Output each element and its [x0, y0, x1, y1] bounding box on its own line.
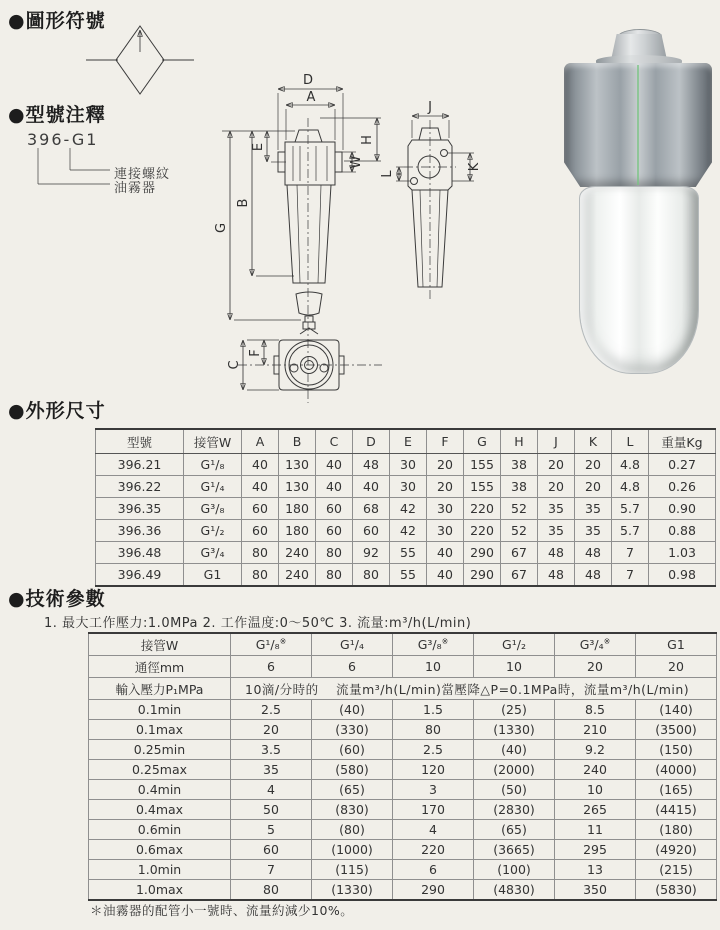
svg-text:W: W [349, 155, 364, 169]
cell: 0.27 [649, 454, 716, 476]
cell: 48 [353, 454, 390, 476]
column-header: A [242, 429, 279, 454]
cell: 7 [231, 860, 312, 880]
cell: 0.98 [649, 564, 716, 587]
cell: 67 [501, 542, 538, 564]
table-row [96, 476, 716, 498]
svg-text:E: E [251, 142, 266, 152]
cell: 10 [555, 780, 636, 800]
table-row [89, 656, 717, 678]
row-header: 396.35 [96, 498, 184, 520]
cell: (40) [474, 740, 555, 760]
product-photo [562, 26, 714, 378]
cell: 5 [231, 820, 312, 840]
parameters-table [88, 632, 717, 901]
cell: (1000) [312, 840, 393, 860]
cell: 52 [501, 520, 538, 542]
cell: (4920) [636, 840, 717, 860]
cell: 38 [501, 476, 538, 498]
cell: 80 [316, 564, 353, 587]
cell: (830) [312, 800, 393, 820]
cell: 48 [538, 542, 575, 564]
cell: 80 [242, 542, 279, 564]
column-header: 接管W [89, 633, 231, 656]
row-header: 0.1max [89, 720, 231, 740]
device-label: 油霧器 [114, 181, 157, 196]
table-row [89, 760, 717, 780]
cell: (2830) [474, 800, 555, 820]
cell: 60 [316, 520, 353, 542]
svg-text:C: C [227, 360, 242, 370]
cell: 40 [242, 476, 279, 498]
row-header: 396.21 [96, 454, 184, 476]
row-header: 396.22 [96, 476, 184, 498]
row-header: 1.0min [89, 860, 231, 880]
cell: 130 [279, 454, 316, 476]
table-row [89, 780, 717, 800]
row-header: 396.49 [96, 564, 184, 587]
svg-text:H: H [360, 135, 375, 145]
cell: 11 [555, 820, 636, 840]
cell: (1330) [312, 880, 393, 901]
operating-conditions-note: 1. 最大工作壓力:1.0MPa 2. 工作温度:0～50℃ 3. 流量:m³/h(L/min) [44, 616, 472, 631]
cell: 60 [353, 520, 390, 542]
section-title-model-notation: ●型號注釋 [8, 104, 106, 126]
cell: 4.8 [612, 454, 649, 476]
cell: 30 [390, 476, 427, 498]
footnote: ＊油霧器的配管小一號時、流量約減少10%。 [90, 903, 354, 918]
cell: 0.26 [649, 476, 716, 498]
table-row [89, 740, 717, 760]
column-header: 接管W [184, 429, 242, 454]
cell: 60 [242, 520, 279, 542]
cell: 40 [427, 564, 464, 587]
cell: 20 [555, 656, 636, 678]
cell: 48 [575, 564, 612, 587]
cell: 240 [555, 760, 636, 780]
cell: 55 [390, 564, 427, 587]
cell: 30 [427, 498, 464, 520]
flow-rate-header: 10滴/分時的 流量m³/h(L/min)當壓降△P=0.1MPa時，流量m³/h(L/min) [231, 678, 717, 700]
cell: 7 [612, 542, 649, 564]
cell: G¹/₄ [184, 476, 242, 498]
cell: 2.5 [393, 740, 474, 760]
cell: (4415) [636, 800, 717, 820]
cell: (65) [474, 820, 555, 840]
thread-size-header: G³/₄※ [555, 633, 636, 656]
cell: (60) [312, 740, 393, 760]
row-header: 0.6min [89, 820, 231, 840]
cell: 220 [464, 498, 501, 520]
cell: (40) [312, 700, 393, 720]
thread-size-header: G1 [636, 633, 717, 656]
cell: 20 [427, 454, 464, 476]
svg-text:J: J [428, 100, 432, 115]
cell: 120 [393, 760, 474, 780]
cell: G1 [184, 564, 242, 587]
svg-text:F: F [248, 349, 263, 357]
table-row [89, 720, 717, 740]
cell: 290 [464, 542, 501, 564]
cell: G³/₄ [184, 542, 242, 564]
table-row [89, 820, 717, 840]
cell: 60 [231, 840, 312, 860]
cell: 80 [242, 564, 279, 587]
photo-sight-line [637, 65, 639, 185]
svg-text:B: B [236, 198, 251, 208]
row-header: 0.6max [89, 840, 231, 860]
cell: G¹/₈ [184, 454, 242, 476]
cell: 8.5 [555, 700, 636, 720]
cell: 130 [279, 476, 316, 498]
table-row [96, 520, 716, 542]
table-row [96, 498, 716, 520]
cell: 0.88 [649, 520, 716, 542]
row-header: 0.4max [89, 800, 231, 820]
cell: 40 [427, 542, 464, 564]
column-header: K [575, 429, 612, 454]
dimension-drawing [210, 55, 510, 405]
table-row [89, 678, 717, 700]
svg-text:A: A [306, 90, 316, 105]
cell: 48 [538, 564, 575, 587]
cell: 180 [279, 520, 316, 542]
cell: 3.5 [231, 740, 312, 760]
cell: 220 [464, 520, 501, 542]
cell: 40 [316, 476, 353, 498]
thread-size-header: G³/₈※ [393, 633, 474, 656]
cell: 2.5 [231, 700, 312, 720]
cell: 35 [575, 498, 612, 520]
svg-text:L: L [380, 170, 395, 178]
column-header: D [353, 429, 390, 454]
photo-bowl [579, 186, 699, 374]
cell: 92 [353, 542, 390, 564]
cell: 0.90 [649, 498, 716, 520]
cell: 290 [393, 880, 474, 901]
cell: 35 [575, 520, 612, 542]
cell: 80 [393, 720, 474, 740]
thread-size-header: G¹/₈※ [231, 633, 312, 656]
cell: 52 [501, 498, 538, 520]
row-header: 396.48 [96, 542, 184, 564]
cell: 6 [393, 860, 474, 880]
cell: (115) [312, 860, 393, 880]
cell: 350 [555, 880, 636, 901]
cell: (215) [636, 860, 717, 880]
cell: 30 [427, 520, 464, 542]
cell: 170 [393, 800, 474, 820]
column-header: 重量Kg [649, 429, 716, 454]
cell: 80 [231, 880, 312, 901]
column-header: F [427, 429, 464, 454]
cell: 1.5 [393, 700, 474, 720]
cell: 60 [316, 498, 353, 520]
cell: 5.7 [612, 520, 649, 542]
cell: 48 [575, 542, 612, 564]
cell: (50) [474, 780, 555, 800]
column-header: G [464, 429, 501, 454]
column-header: J [538, 429, 575, 454]
cell: 35 [538, 498, 575, 520]
cell: 40 [242, 454, 279, 476]
cell: G³/₈ [184, 498, 242, 520]
cell: (5830) [636, 880, 717, 901]
column-header: C [316, 429, 353, 454]
row-header: 0.25max [89, 760, 231, 780]
column-header: L [612, 429, 649, 454]
table-row [89, 800, 717, 820]
cell: 210 [555, 720, 636, 740]
cell: 67 [501, 564, 538, 587]
cell: (2000) [474, 760, 555, 780]
cell: 20 [538, 476, 575, 498]
cell: (330) [312, 720, 393, 740]
table-header-row [89, 633, 717, 656]
cell: 3 [393, 780, 474, 800]
column-header: E [390, 429, 427, 454]
cell: 38 [501, 454, 538, 476]
cell: 240 [279, 542, 316, 564]
cell: 4.8 [612, 476, 649, 498]
column-header: H [501, 429, 538, 454]
cell: 42 [390, 498, 427, 520]
cell: 80 [353, 564, 390, 587]
cell: 4 [231, 780, 312, 800]
cell: 40 [353, 476, 390, 498]
cell: (150) [636, 740, 717, 760]
cell: 40 [316, 454, 353, 476]
row-header: 0.1min [89, 700, 231, 720]
row-header: 0.25min [89, 740, 231, 760]
cell: 240 [279, 564, 316, 587]
cell: 5.7 [612, 498, 649, 520]
cell: (1330) [474, 720, 555, 740]
cell: (580) [312, 760, 393, 780]
cell: 20 [575, 476, 612, 498]
thread-size-header: G¹/₄ [312, 633, 393, 656]
table-header-row [96, 429, 716, 454]
section-title-graphic-symbol: ●圖形符號 [8, 10, 106, 32]
cell: 290 [464, 564, 501, 587]
cell: (65) [312, 780, 393, 800]
cell: 20 [636, 656, 717, 678]
cell: (25) [474, 700, 555, 720]
table-row [96, 564, 716, 587]
table-row [96, 542, 716, 564]
cell: (140) [636, 700, 717, 720]
column-header: 型號 [96, 429, 184, 454]
cell: (3665) [474, 840, 555, 860]
svg-text:G: G [214, 222, 229, 234]
cell: 6 [231, 656, 312, 678]
cell: 295 [555, 840, 636, 860]
cell: 30 [390, 454, 427, 476]
cell: 9.2 [555, 740, 636, 760]
cell: (80) [312, 820, 393, 840]
cell: 68 [353, 498, 390, 520]
section-title-dimensions: ●外形尺寸 [8, 400, 106, 422]
cell: 35 [231, 760, 312, 780]
column-header: B [279, 429, 316, 454]
cell: (4000) [636, 760, 717, 780]
cell: 6 [312, 656, 393, 678]
cell: (180) [636, 820, 717, 840]
table-row [89, 700, 717, 720]
cell: 20 [427, 476, 464, 498]
cell: 通徑mm [89, 656, 231, 678]
cell: (165) [636, 780, 717, 800]
cell: 42 [390, 520, 427, 542]
cell: 220 [393, 840, 474, 860]
cell: 20 [231, 720, 312, 740]
dimensions-table [95, 428, 716, 587]
cell: 265 [555, 800, 636, 820]
cell: 155 [464, 454, 501, 476]
cell: 80 [316, 542, 353, 564]
cell: 60 [242, 498, 279, 520]
cell: 7 [612, 564, 649, 587]
cell: 155 [464, 476, 501, 498]
cell: 20 [538, 454, 575, 476]
row-header: 輸入壓力P₁MPa [89, 678, 231, 700]
cell: 10 [474, 656, 555, 678]
table-row [96, 454, 716, 476]
cell: (100) [474, 860, 555, 880]
section-title-parameters: ●技術參數 [8, 588, 106, 610]
thread-size-header: G¹/₂ [474, 633, 555, 656]
cell: 1.03 [649, 542, 716, 564]
cell: 50 [231, 800, 312, 820]
table-row [89, 840, 717, 860]
cell: (4830) [474, 880, 555, 901]
cell: 10 [393, 656, 474, 678]
row-header: 0.4min [89, 780, 231, 800]
cell: 13 [555, 860, 636, 880]
lubricator-symbol-diagram [80, 16, 200, 108]
table-row [89, 860, 717, 880]
cell: 55 [390, 542, 427, 564]
row-header: 396.36 [96, 520, 184, 542]
row-header: 1.0max [89, 880, 231, 901]
cell: (3500) [636, 720, 717, 740]
thread-label: 連接螺紋 [114, 167, 171, 182]
cell: G¹/₂ [184, 520, 242, 542]
cell: 4 [393, 820, 474, 840]
model-number: 396-G1 [27, 130, 99, 149]
cell: 180 [279, 498, 316, 520]
table-row [89, 880, 717, 901]
svg-text:D: D [302, 73, 314, 88]
cell: 35 [538, 520, 575, 542]
svg-text:K: K [467, 162, 482, 172]
cell: 20 [575, 454, 612, 476]
